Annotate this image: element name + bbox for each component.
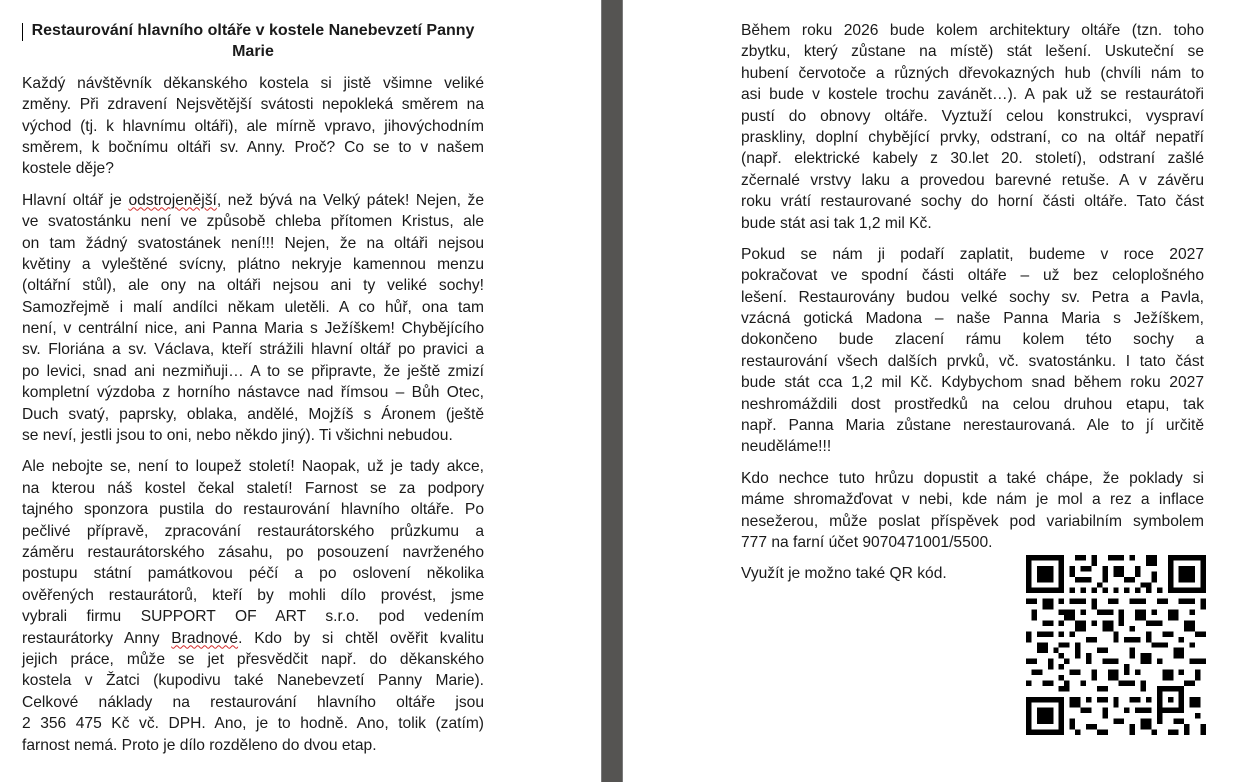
paragraph-restoration-project[interactable] — [22, 456, 484, 755]
text-line: Každý návštěvník děkanského kostela si jistě všimne veliké — [22, 74, 484, 92]
text-line: jejich práce, může se jet přesvědčit např. do děkanského — [22, 650, 484, 668]
text-line: Duch svatý, paprsky, oblaka, andělé, Mojžíš s Áronem (ještě — [22, 405, 484, 423]
text-line: pokračovat ve spodní části oltáře – už bez celoplošného — [741, 267, 1204, 285]
text-line: Ale nebojte se, není to loupež století! Naopak, už je tady akce, — [22, 458, 484, 476]
text-line: postupu státní památkovou péčí a po oslovení několika — [22, 565, 484, 583]
text-line: Využít je možno také QR kód. — [741, 565, 947, 583]
page-right-text-column[interactable] — [741, 20, 1204, 595]
qr-code-icon[interactable] — [1026, 555, 1206, 735]
text-line: dokončeno bude zlacení rámu kolem této sochy a — [741, 331, 1204, 349]
text-line: (např. elektrické kabely z 30.let 20. století), odstraní zašlé — [741, 150, 1204, 168]
text-line: pustí do obnovy oltáře. Vyztuží celou konstrukci, vyspraví — [741, 107, 1204, 125]
spellcheck-error-word[interactable]: odstrojenější — [128, 191, 217, 209]
document-page-left[interactable] — [0, 0, 601, 782]
text-line: farnost nemá. Proto je dílo rozděleno do dvou etap. — [22, 736, 377, 754]
text-line: sv. Floriána a sv. Václava, kteří strážili hlavní oltář po pravici a — [22, 341, 484, 359]
text-line: pečlivé přípravě, zpracování restaurátorského průzkumu a — [22, 522, 484, 540]
text-line: změny. Při zdravení Nejsvětější svátosti nepokleká směrem na — [22, 96, 484, 114]
page-gutter — [601, 0, 623, 782]
text-line: ověřených restaurátorů, kteří by mohli dílo provést, jsme — [22, 586, 484, 604]
text-cursor — [22, 23, 23, 41]
text-line: zčernalé vrstvy laku a provedou barevné retuše. A v závěru — [741, 171, 1204, 189]
text-line: 2 356 475 Kč vč. DPH. Ano, je to hodně. Ano, tolik (zatím) — [22, 715, 484, 733]
text-line: (oltářní stůl), ale ony na oltáři nejsou ani ty veliké sochy! — [22, 277, 484, 295]
text-run: restaurátorky Anny — [22, 629, 172, 647]
text-line: směrem, k bočnímu oltáři sv. Anny. Proč? Co se to v našem — [22, 138, 484, 156]
text-line: asi bude v kostele trochu zavánět…). A pak už se restaurátoři — [741, 86, 1204, 104]
document-title[interactable] — [22, 20, 484, 63]
text-line: květiny a vyleštěné svícny, plátno nekryje kamennou menzu — [22, 255, 484, 273]
paragraph-donation[interactable] — [741, 468, 1204, 554]
paragraph-altar-empty[interactable] — [22, 190, 484, 447]
text-line: zbytku, který zůstane na místě) stát lešení. Uskuteční se — [741, 43, 1204, 61]
text-line: máme shromažďovat v nebi, kde nám je mol a rez a inflace — [741, 491, 1204, 509]
paragraph-stage-two[interactable] — [741, 244, 1204, 458]
text-line: restaurování všech dalších prvků, vč. svatostánku. I tato část — [741, 352, 1204, 370]
text-line: tajného sponzora pustila do restaurování hlavního oltáře. Po — [22, 501, 484, 519]
text-line: bude stát asi tak 1,2 mil Kč. — [741, 214, 932, 232]
text-line: praskliny, doplní chybějící prvky, odstraní, co na oltář nepatří — [741, 128, 1204, 146]
text-line: východ (tj. k hlavnímu oltáři), ale mírně vpravo, jihovýchodním — [22, 117, 484, 135]
paragraph-intro[interactable] — [22, 73, 484, 180]
text-line: se neví, jestli jsou to oni, nebo někdo jiný). Ti všichni nebudou. — [22, 427, 453, 445]
text-line: roku vrátí restaurované sochy do horní části oltáře. Tato část — [741, 193, 1204, 211]
text-run: . Kdo by si chtěl ověřit kvalitu — [238, 629, 484, 647]
title-line-2: Marie — [232, 43, 274, 61]
text-line: vybrali firmu SUPPORT OF ART s.r.o. pod vedením — [22, 608, 484, 626]
text-line: vzácná gotická Madona – naše Panna Maria s Ježíškem, — [741, 310, 1204, 328]
text-line: neuděláme!!! — [741, 438, 832, 456]
text-line: např. Panna Maria zůstane nerestaurovaná. Ale to jí určitě — [741, 417, 1204, 435]
text-line: hubení červotoče a různých dřevokazných hub (chvíli nám to — [741, 64, 1204, 82]
text-line: neshromáždili dost prostředků na celou druhou etapu, tak — [741, 395, 1204, 413]
text-line: nesežerou, může poslat příspěvek pod variabilním symbolem — [741, 512, 1204, 530]
text-line: není, v centrální nice, ani Panna Maria s Ježíškem! Chybějícího — [22, 320, 484, 338]
text-line: Pokud se nám ji podaří zaplatit, budeme v roce 2027 — [741, 245, 1204, 263]
text-run: Hlavní oltář je — [22, 191, 129, 209]
text-line: kostela v Žatci (kupodivu také Nanebevzetí Panny Marie). — [22, 672, 484, 690]
text-line — [22, 628, 484, 649]
text-line: záměru restaurátorského zásahu, po posouzení navrženého — [22, 543, 484, 561]
paragraph-stage-one[interactable] — [741, 20, 1204, 234]
text-line: na kterou náš kostel čekal staletí! Farnost se za podpory — [22, 479, 484, 497]
text-line: kostele děje? — [22, 160, 114, 178]
text-line — [22, 190, 484, 211]
spellcheck-error-word[interactable]: Bradnové — [171, 629, 239, 647]
text-line: kompletní výzdoba z horního nástavce nad římsou – Bůh Otec, — [22, 384, 484, 402]
text-line: po levici, snad ani nezmiňuji… A to se připravte, že ještě zmizí — [22, 362, 484, 380]
text-line: ve svatostánku není ve způsobě chleba přítomen Kristus, ale — [22, 213, 484, 231]
text-line: Samozřejmě i malí andílci někam uletěli. A co hůř, ona tam — [22, 298, 484, 316]
text-line: Během roku 2026 bude kolem architektury oltáře (tzn. toho — [741, 22, 1204, 39]
text-line: on tam žádný svatostánek není!!! Nejen, že na oltáři nejsou — [22, 234, 484, 252]
document-page-right[interactable] — [623, 0, 1233, 782]
title-line-1: Restaurování hlavního oltáře v kostele Nanebevzetí Panny — [31, 22, 475, 39]
text-line: Celkové náklady na restaurování hlavního oltáře jsou — [22, 693, 484, 711]
text-line: Kdo nechce tuto hrůzu dopustit a také chápe, že poklady si — [741, 469, 1204, 487]
text-line: lešení. Restaurovány budou velké sochy sv. Petra a Pavla, — [741, 288, 1204, 306]
text-run: , než bývá na Velký pátek! Nejen, že — [216, 191, 485, 209]
page-left-text-column[interactable] — [22, 20, 484, 766]
text-line: bude stát cca 1,2 mil Kč. Kdybychom snad během roku 2027 — [741, 374, 1204, 392]
bank-account-line: 777 na farní účet 9070471001/5500. — [741, 533, 993, 551]
